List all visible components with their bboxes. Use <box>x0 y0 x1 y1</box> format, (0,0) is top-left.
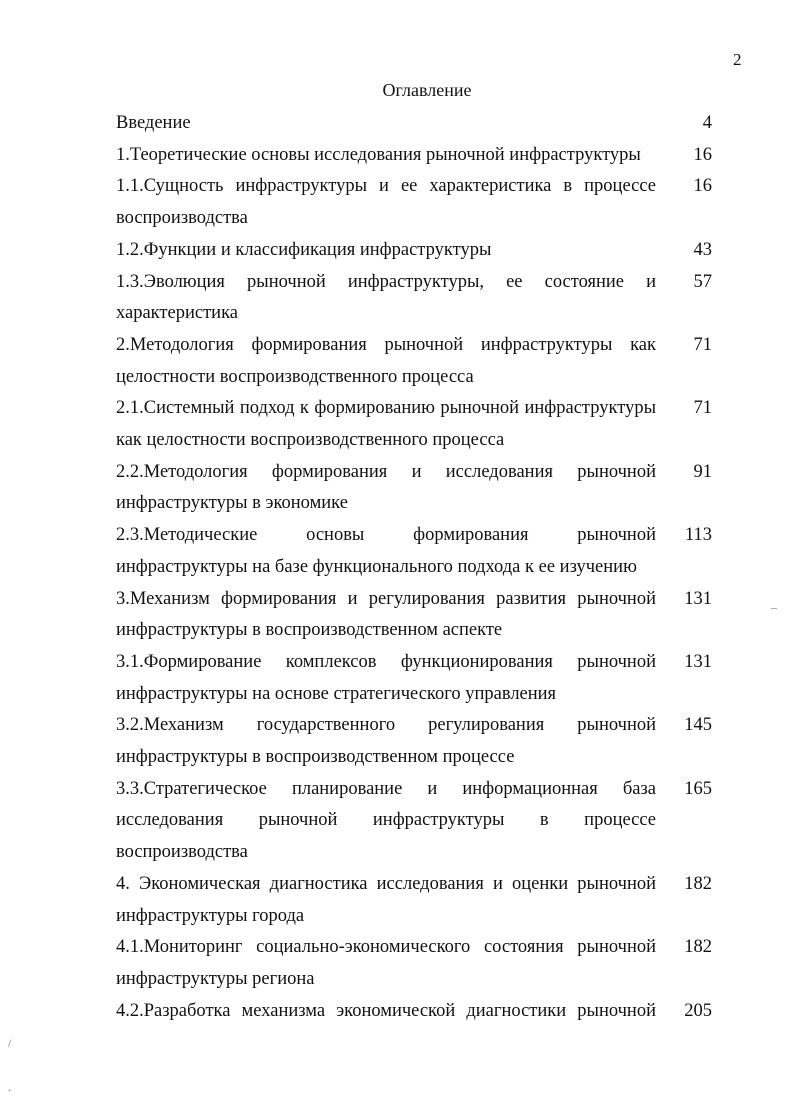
toc-entry-page: 182 <box>684 937 712 958</box>
scan-mark: . <box>8 1080 11 1094</box>
scan-mark: – <box>771 600 777 614</box>
toc-entry <box>116 171 728 234</box>
toc-entry-page: 165 <box>684 778 712 799</box>
scan-mark: / <box>8 1036 12 1050</box>
toc-entry-page: 16 <box>693 176 712 197</box>
toc-entry-page: 91 <box>693 461 712 482</box>
toc-entry <box>116 584 728 647</box>
toc-entry <box>116 108 728 140</box>
toc-entry-page: 43 <box>693 239 712 260</box>
toc-entry-text: 2.2.Методология формирования и исследования рыночной инфраструктуры в экономике <box>116 461 656 514</box>
toc-entry-text: 1.3.Эволюция рыночной инфраструктуры, ее состояние и характеристика <box>116 271 656 324</box>
toc-entry-page: 131 <box>684 651 712 672</box>
toc-entry <box>116 932 728 995</box>
toc-entry <box>116 267 728 330</box>
toc-entry <box>116 235 728 267</box>
toc-entry-page: 57 <box>693 271 712 292</box>
toc-entry-page: 205 <box>684 1000 712 1021</box>
toc-entry <box>116 774 728 869</box>
toc-entry-text: 2.3.Методические основы формирования рыночной инфраструктуры на базе функционального подхода к ее изучению <box>116 525 656 577</box>
toc-entry <box>116 647 728 710</box>
table-of-contents <box>116 108 728 1027</box>
page-number: 2 <box>733 50 742 69</box>
toc-entry <box>116 330 728 393</box>
toc-entry-text: 3.1.Формирование комплексов функционирования рыночной инфраструктуры на основе стратегического управления <box>116 651 656 704</box>
toc-entry <box>116 520 728 583</box>
toc-entry <box>116 140 728 172</box>
toc-entry-page: 4 <box>702 113 712 133</box>
toc-entry <box>116 710 728 773</box>
toc-entry-text: 3.Механизм формирования и регулирования развития рыночной инфраструктуры в воспроизводственном аспекте <box>116 588 656 641</box>
toc-title: Оглавление <box>382 80 472 100</box>
toc-entry-text: 2.1.Системный подход к формированию рыночной инфраструктуры как целостности воспроизводственного процесса <box>116 398 656 451</box>
toc-entry-page: 145 <box>684 715 712 736</box>
toc-entry-text: 4.2.Разработка механизма экономической диагностики рыночной <box>116 1000 656 1021</box>
toc-entry-text: 4.1.Мониторинг социально-экономического состояния рыночной инфраструктуры региона <box>116 937 656 989</box>
toc-entry-page: 113 <box>684 525 712 546</box>
toc-entry <box>116 393 728 456</box>
toc-entry <box>116 869 728 932</box>
toc-entry <box>116 457 728 520</box>
toc-entry-text: 3.3.Стратегическое планирование и информационная база исследования рыночной инфраструктуры в процессе воспроизводства <box>116 778 656 863</box>
toc-entry <box>116 996 728 1028</box>
toc-entry-text: 1.1.Сущность инфраструктуры и ее характеристика в процессе воспроизводства <box>116 176 656 229</box>
toc-entry-page: 182 <box>684 873 712 894</box>
toc-entry-page: 16 <box>693 144 712 165</box>
toc-entry-text: 1.2.Функции и классификация инфраструктуры <box>116 239 492 260</box>
toc-entry-text: 1.Теоретические основы исследования рыночной инфраструктуры <box>116 144 641 165</box>
toc-entry-text: 4. Экономическая диагностика исследования и оценки рыночной инфраструктуры города <box>116 873 656 926</box>
toc-entry-text: 2.Методология формирования рыночной инфраструктуры как целостности воспроизводственного процесса <box>116 334 656 387</box>
toc-entry-page: 71 <box>693 334 712 355</box>
toc-entry-text: 3.2.Механизм государственного регулирования рыночной инфраструктуры в воспроизводственном процессе <box>116 715 656 768</box>
toc-entry-page: 131 <box>684 588 712 609</box>
toc-entry-text: Введение <box>116 113 191 133</box>
toc-entry-page: 71 <box>693 398 712 419</box>
